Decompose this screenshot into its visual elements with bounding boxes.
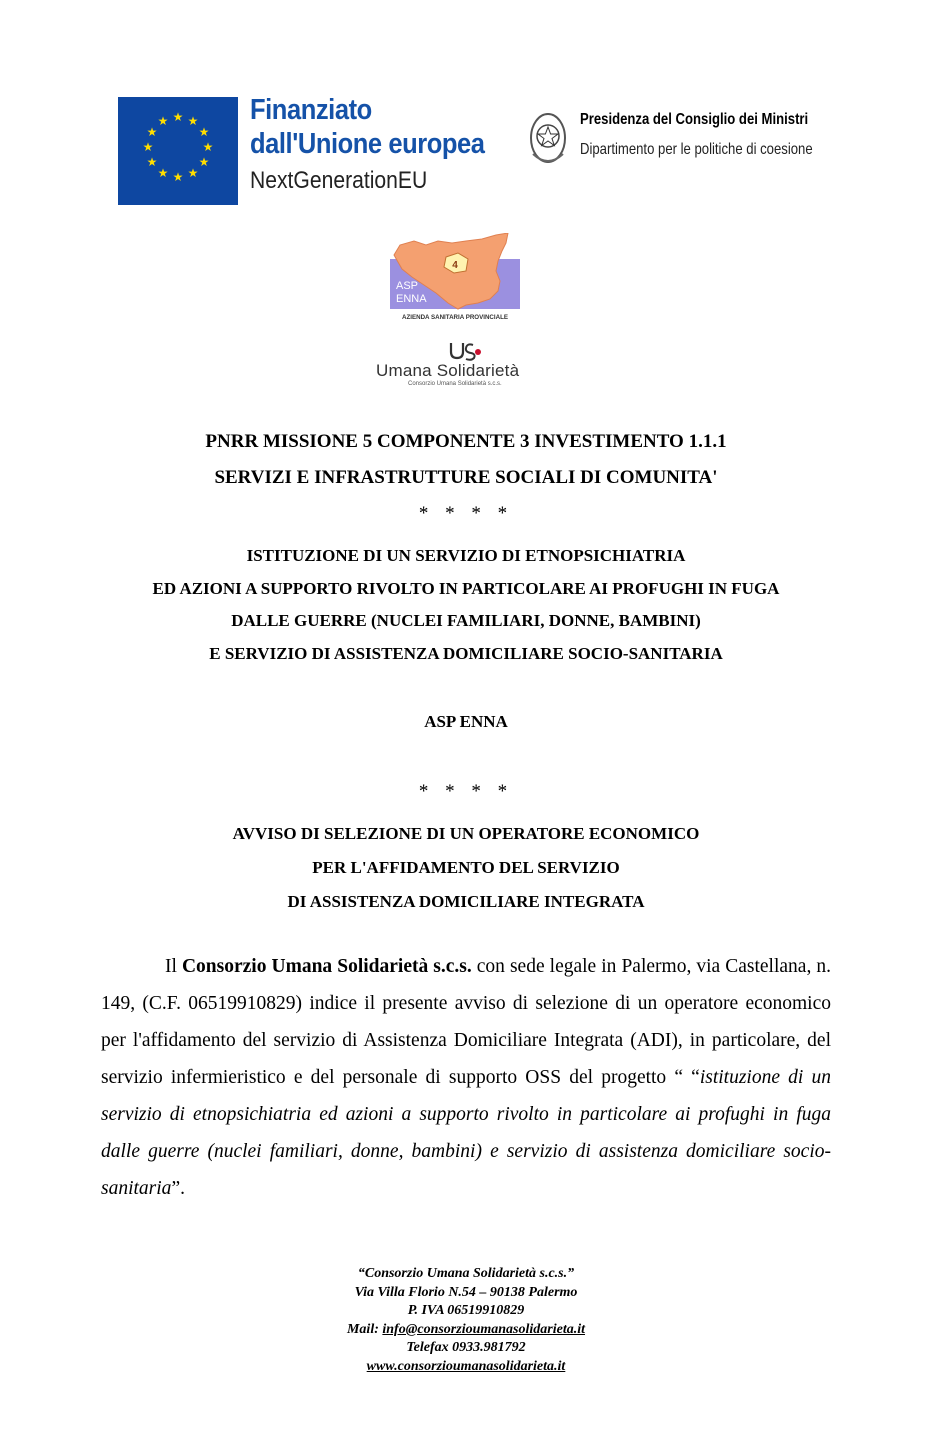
footer-vat: P. IVA 06519910829 [407,1303,525,1318]
notice-line1: AVVISO DI SELEZIONE DI UN OPERATORE ECONOMICO [232,824,700,843]
heading-line2: SERVIZI E INFRASTRUTTURE SOCIALI DI COMUNITA' [214,467,718,488]
svg-text:★: ★ [172,110,184,124]
italian-emblem-icon [528,106,568,168]
project-line2: ED AZIONI A SUPPORTO RIVOLTO IN PARTICOLARE AI PROFUGHI IN FUGA [152,579,780,598]
presidenza-line1: Presidenza del Consiglio dei Ministri [580,111,809,128]
footer-mail-label: Mail: [346,1321,383,1337]
svg-text:★: ★ [146,155,158,169]
footer-website-link[interactable]: www.consorzioumanasolidarieta.it [366,1358,566,1374]
umana-solidarieta-mark-icon [447,340,483,362]
footer-address: Via Villa Florio N.54 – 90138 Palermo [354,1284,578,1300]
eu-logo-line2: dall'Unione europea [250,128,485,160]
organization-name: Consorzio Umana Solidarietà s.c.s. [181,956,472,977]
heading-line1: PNRR MISSIONE 5 COMPONENTE 3 INVESTIMENTO 1.1.1 [205,431,727,452]
project-title-italic: istituzione di un servizio di etnopsichiatria ed azioni a supporto rivolto in particolare ai profughi in fuga dalle guerre (nuclei familiari, donne, bambini) e servizio di assistenza domiciliare socio-sanitaria [101,1067,831,1199]
svg-text:★: ★ [142,140,154,154]
asp-city: ENNA [396,293,427,305]
body-intro: Il [165,956,182,977]
notice-line2: PER L'AFFIDAMENTO DEL SERVIZIO [312,858,620,877]
asp-number: 4 [452,260,458,271]
footer-org-name: “Consorzio Umana Solidarietà s.c.s.” [357,1266,575,1281]
svg-text:★: ★ [198,155,210,169]
footer-mail-row [0,1321,932,1340]
notice-body [101,948,831,1207]
body-end: ”. [171,1178,185,1199]
separator-stars-2: * * * * [418,781,514,802]
body-text: con sede legale in Palermo, via Castellana, n. 149, (C.F. 06519910829) indice il presente avviso di selezione di un operatore economico per l'affidamento del servizio di Assistenza Domiciliare Integrata (ADI), in particolare, del servizio infermieristico e del personale di supporto OSS del progetto “ “ [101,956,831,1088]
notice-line3: DI ASSISTENZA DOMICILIARE INTEGRATA [287,892,645,911]
body-paragraph [101,948,831,1207]
eu-stars-icon [118,97,238,205]
presidenza-logo-text [580,108,864,162]
asp-caption: AZIENDA SANITARIA PROVINCIALE [402,314,508,321]
footer [0,1265,932,1376]
footer-mail-link[interactable]: info@consorzioumanasolidarieta.it [382,1321,586,1337]
svg-text:★: ★ [198,125,210,139]
svg-text:★: ★ [202,140,214,154]
eu-flag-logo [118,97,238,205]
project-line1: ISTITUZIONE DI UN SERVIZIO DI ETNOPSICHIATRIA [246,546,686,565]
svg-text:★: ★ [146,125,158,139]
eu-logo-text [250,93,520,197]
umana-logo-subtitle: Consorzio Umana Solidarietà s.c.s. [408,381,502,387]
umana-logo-name: Umana Solidarietà [376,361,520,380]
footer-phone: Telefax 0933.981792 [406,1340,526,1355]
project-line4: E SERVIZIO DI ASSISTENZA DOMICILIARE SOCIO-SANITARIA [209,644,723,663]
eu-logo-line3: NextGenerationEU [250,167,428,194]
separator-stars: * * * * [418,503,514,524]
svg-text:★: ★ [187,114,199,128]
entity-name: ASP ENNA [424,712,508,731]
project-line3: DALLE GUERRE (NUCLEI FAMILIARI, DONNE, BAMBINI) [231,611,701,630]
asp-name: ASP [396,280,419,292]
eu-logo-line1: Finanziato [250,94,372,126]
svg-text:★: ★ [157,114,169,128]
svg-text:★: ★ [172,170,184,184]
asp-enna-logo [386,233,524,321]
svg-text:★: ★ [157,166,169,180]
presidenza-line2: Dipartimento per le politiche di coesione [580,141,813,158]
svg-text:★: ★ [187,166,199,180]
